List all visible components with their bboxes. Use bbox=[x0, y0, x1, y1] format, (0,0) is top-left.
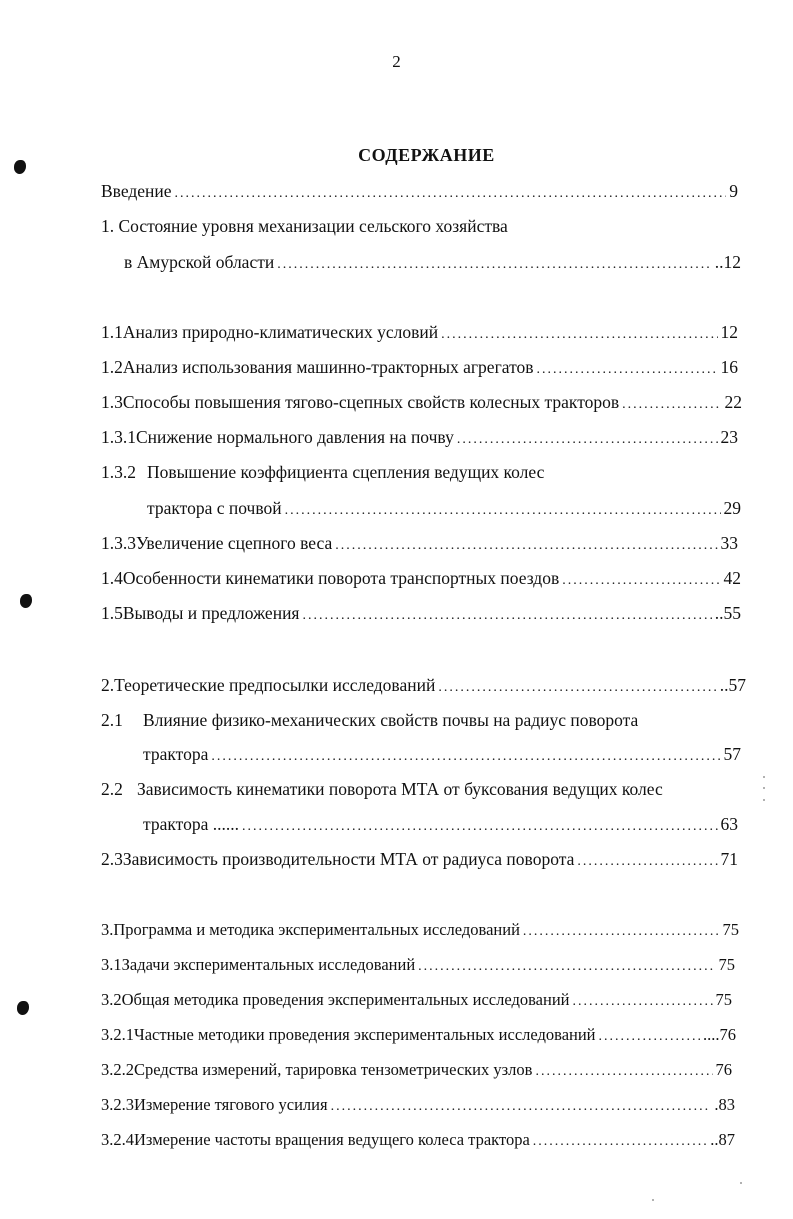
toc-entry-page: 33 bbox=[720, 533, 738, 553]
toc-entry-text: Влияние физико-механических свойств почвы на радиус поворота bbox=[143, 710, 639, 730]
toc-entry-page: 71 bbox=[720, 849, 738, 869]
toc-entry-number: 3.2.4 bbox=[101, 1130, 134, 1149]
toc-entry-2-3 bbox=[101, 848, 738, 873]
toc-leader bbox=[441, 324, 717, 346]
toc-entry-text: Введение bbox=[101, 181, 172, 201]
toc-entry-1-3 bbox=[101, 391, 742, 416]
toc-entry-number: 3.2.3 bbox=[101, 1095, 134, 1114]
toc-leader bbox=[438, 677, 716, 699]
toc-entry-1-3-1 bbox=[101, 426, 738, 451]
toc-entry-text: Измерение тягового усилия bbox=[134, 1095, 328, 1114]
toc-entry-3-2 bbox=[101, 989, 732, 1013]
toc-entry-text: Анализ природно-климатических условий bbox=[122, 322, 439, 342]
scan-speck bbox=[740, 1182, 742, 1184]
toc-entry-page: ..12 bbox=[714, 252, 741, 272]
toc-entry-page: 29 bbox=[723, 498, 741, 518]
toc-entry-page: 23 bbox=[720, 427, 738, 447]
toc-entry-page: 12 bbox=[720, 322, 738, 342]
toc-entry-number: 3.2.2 bbox=[101, 1060, 134, 1079]
toc-entry-text: Зависимость производительности МТА от радиуса поворота bbox=[122, 849, 575, 869]
toc-entry-page: ..57 bbox=[719, 675, 746, 695]
toc-entry-1-cont bbox=[124, 251, 741, 276]
toc-entry-number: 3. bbox=[101, 920, 114, 939]
toc-entry-number: 1.3 bbox=[101, 392, 123, 412]
toc-leader bbox=[523, 921, 720, 943]
toc-entry-text: Снижение нормального давления на почву bbox=[136, 427, 454, 447]
toc-leader bbox=[277, 254, 712, 276]
toc-entry-number: 2.1 bbox=[101, 710, 123, 730]
toc-entry-number: 3.1 bbox=[101, 955, 122, 974]
punch-hole-mark bbox=[14, 160, 26, 174]
toc-entry-1-5 bbox=[101, 602, 741, 627]
scan-speck bbox=[763, 787, 765, 789]
toc-entry-page: 22 bbox=[724, 392, 742, 412]
toc-entry-1-1 bbox=[101, 321, 738, 346]
toc-entry-page: 42 bbox=[723, 568, 741, 588]
toc-entry-page: 63 bbox=[720, 814, 738, 834]
toc-entry-number: 1.3.1 bbox=[101, 427, 136, 447]
toc-leader bbox=[573, 991, 713, 1013]
toc-entry-2-2-cont bbox=[143, 813, 738, 838]
toc-entry-number: 1.4 bbox=[101, 568, 123, 588]
toc-entry-1-2 bbox=[101, 356, 738, 381]
toc-entry-text: трактора с почвой bbox=[147, 498, 282, 518]
scan-speck bbox=[763, 799, 765, 801]
toc-entry-1-3-3 bbox=[101, 532, 738, 557]
toc-entry-text: Частные методики проведения экспериментальных исследований bbox=[134, 1025, 596, 1044]
toc-entry-text: Зависимость кинематики поворота МТА от буксования ведущих колес bbox=[137, 779, 663, 799]
toc-leader bbox=[535, 1061, 712, 1083]
toc-entry-text: 1. Состояние уровня механизации сельского хозяйства bbox=[101, 216, 508, 236]
toc-leader bbox=[537, 359, 718, 381]
toc-entry-3-2-2 bbox=[101, 1059, 732, 1083]
toc-entry-1-3-2-cont bbox=[147, 497, 741, 522]
toc-entry-1-3-2 bbox=[101, 461, 544, 483]
toc-entry-2 bbox=[101, 674, 746, 699]
toc-entry-text: Способы повышения тягово-сцепных свойств колесных тракторов bbox=[122, 392, 620, 412]
toc-entry-3-2-4 bbox=[101, 1129, 735, 1153]
toc-entry-number: 1.3.2 bbox=[101, 462, 136, 482]
toc-entry-number: 1.5 bbox=[101, 603, 123, 623]
toc-leader bbox=[302, 605, 711, 627]
toc-entry-page: 9 bbox=[729, 181, 738, 201]
toc-entry-text: трактора bbox=[143, 744, 209, 764]
toc-entry-page: 57 bbox=[723, 744, 741, 764]
toc-leader bbox=[331, 1096, 712, 1118]
toc-entry-text: Программа и методика экспериментальных исследований bbox=[113, 920, 520, 939]
toc-entry-3 bbox=[101, 919, 739, 943]
toc-leader bbox=[533, 1131, 707, 1153]
toc-entry-page: ..87 bbox=[710, 1130, 735, 1149]
punch-hole-mark bbox=[20, 594, 32, 608]
toc-entry-1 bbox=[101, 215, 508, 237]
toc-entry-text: Задачи экспериментальных исследований bbox=[121, 955, 416, 974]
toc-entry-1-4 bbox=[101, 567, 741, 592]
toc-entry-number: 2. bbox=[101, 675, 115, 695]
toc-leader bbox=[242, 816, 718, 838]
toc-entry-text: Общая методика проведения экспериментальных исследований bbox=[121, 990, 570, 1009]
scan-speck bbox=[652, 1199, 654, 1201]
toc-entry-text: Теоретические предпосылки исследований bbox=[114, 675, 436, 695]
toc-leader bbox=[577, 851, 717, 873]
toc-entry-text: Особенности кинематики поворота транспортных поездов bbox=[122, 568, 560, 588]
toc-leader bbox=[418, 956, 715, 978]
toc-entry-number: 2.3 bbox=[101, 849, 123, 869]
toc-entry-number: 3.2.1 bbox=[101, 1025, 134, 1044]
toc-entry-page: 16 bbox=[720, 357, 738, 377]
toc-entry-2-1-cont bbox=[143, 743, 741, 768]
toc-entry-page: 76 bbox=[715, 1060, 732, 1079]
toc-entry-page: 75 bbox=[718, 955, 735, 974]
toc-entry-2-2 bbox=[101, 778, 663, 800]
toc-entry-page: ....76 bbox=[703, 1025, 736, 1044]
punch-hole-mark bbox=[17, 1001, 29, 1015]
toc-entry-number: 1.2 bbox=[101, 357, 123, 377]
toc-entry-3-1 bbox=[101, 954, 735, 978]
toc-entry-text: в Амурской области bbox=[124, 252, 275, 272]
toc-entry-number: 2.2 bbox=[101, 779, 123, 799]
toc-leader bbox=[599, 1026, 700, 1048]
toc-leader bbox=[211, 746, 720, 768]
toc-entry-text: Измерение частоты вращения ведущего колеса трактора bbox=[134, 1130, 530, 1149]
toc-entry-text: трактора ...... bbox=[143, 814, 239, 834]
scan-speck bbox=[763, 776, 765, 778]
toc-entry-text: Выводы и предложения bbox=[122, 603, 300, 623]
page-number: 2 bbox=[392, 52, 401, 71]
toc-entry-number: 1.3.3 bbox=[101, 533, 136, 553]
toc-entry-text: Повышение коэффициента сцепления ведущих колес bbox=[147, 462, 545, 482]
toc-entry-page: .83 bbox=[714, 1095, 735, 1114]
toc-entry-text: Анализ использования машинно-тракторных агрегатов bbox=[122, 357, 534, 377]
toc-entry-2-1 bbox=[101, 709, 638, 731]
toc-entry-text: Средства измерений, тарировка тензометрических узлов bbox=[134, 1060, 533, 1079]
toc-leader bbox=[457, 429, 718, 451]
toc-leader bbox=[622, 394, 721, 416]
toc-entry-number: 1.1 bbox=[101, 322, 123, 342]
page-title: СОДЕРЖАНИЕ bbox=[358, 145, 495, 165]
toc-leader bbox=[562, 570, 720, 592]
toc-entry-3-2-3 bbox=[101, 1094, 735, 1118]
toc-entry-page: 75 bbox=[722, 920, 739, 939]
toc-entry-3-2-1 bbox=[101, 1024, 736, 1048]
toc-entry-page: 75 bbox=[715, 990, 732, 1009]
toc-entry-number: 3.2 bbox=[101, 990, 122, 1009]
toc-leader bbox=[175, 183, 727, 205]
toc-entry-page: ..55 bbox=[714, 603, 741, 623]
toc-leader bbox=[285, 500, 721, 522]
toc-leader bbox=[335, 535, 717, 557]
toc-entry-introduction bbox=[101, 180, 738, 205]
toc-entry-text: Увеличение сцепного веса bbox=[136, 533, 333, 553]
